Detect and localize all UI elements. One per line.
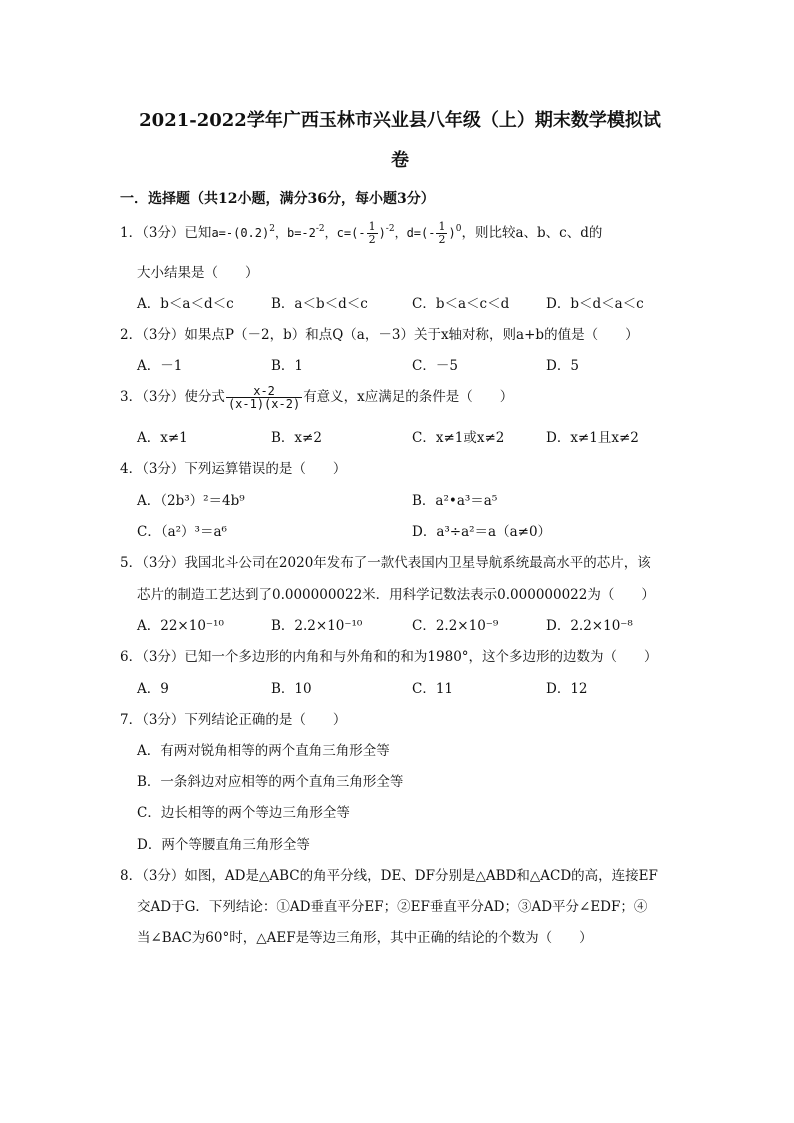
q3-option-d: D．x≠1且x≠2: [546, 430, 639, 446]
question-8-stem-line3: 当∠BAC为60°时，△AEF是等边三角形，其中正确的结论的个数为（ ）: [137, 930, 593, 946]
question-3-stem: [120, 385, 513, 410]
q1-c-fraction: [367, 221, 378, 246]
q3-frac-den: (x-1)(x-2): [227, 397, 301, 411]
q2-option-b: B．1: [271, 358, 304, 374]
q1-d-pre: ，d=(-: [394, 226, 436, 240]
q1-a-expr: a=-(0.2): [211, 226, 270, 240]
q1-option-d: D．b＜d＜a＜c: [546, 296, 644, 312]
q1-c-pre: ，c=(-: [324, 226, 366, 240]
q1-a-exp: 2: [269, 224, 275, 234]
q4-option-c: C．（a²）³＝a⁶: [137, 524, 227, 540]
q3-option-a: A．x≠1: [137, 430, 188, 446]
q4-option-d: D．a³÷a²＝a（a≠0）: [412, 524, 552, 540]
q1-d-den: 2: [438, 233, 446, 246]
q5-option-c: C．2.2×10⁻⁹: [412, 618, 499, 634]
q1-c-post: ): [378, 226, 386, 240]
q7-option-b: B．一条斜边对应相等的两个直角三角形全等: [137, 774, 404, 790]
question-1-stem-line2: 大小结果是（ ）: [137, 265, 259, 281]
question-8-stem: 8．（3分）如图，AD是△ABC的角平分线，DE、DF分别是△ABD和△ACD的高，连接EF: [120, 868, 658, 884]
q1-c-den: 2: [368, 233, 376, 246]
q4-option-b: B．a²•a³＝a⁵: [412, 493, 498, 509]
q1-d-post: ): [448, 226, 456, 240]
page-title-continued: 卷: [391, 150, 409, 171]
q1-d-num: 1: [438, 220, 446, 233]
q6-option-a: A．9: [137, 681, 169, 697]
q1-option-c: C．b＜a＜c＜d: [412, 296, 510, 312]
q3-fraction: [226, 385, 302, 410]
question-2-stem: 2．（3分）如果点P（－2，b）和点Q（a，－3）关于x轴对称，则a+b的值是（ ）: [120, 327, 639, 343]
question-5-stem-line2: 芯片的制造工艺达到了0.000000022米．用科学记数法表示0.000000022为（ ）: [137, 587, 655, 603]
question-6-stem: 6．（3分）已知一个多边形的内角和与外角和的和为1980°，这个多边形的边数为（ ）: [120, 649, 658, 665]
q1-lead: 1．（3分）已知: [120, 225, 212, 241]
q7-option-d: D．两个等腰直角三角形全等: [137, 837, 310, 853]
question-7-stem: 7．（3分）下列结论正确的是（ ）: [120, 712, 347, 728]
q3-lead: 3．（3分）使分式: [120, 389, 225, 405]
q1-d-fraction: [436, 221, 447, 246]
q5-option-a: A．22×10⁻¹⁰: [137, 618, 224, 634]
q3-option-b: B．x≠2: [271, 430, 322, 446]
q1-option-a: A．b＜a＜d＜c: [137, 296, 234, 312]
question-8-stem-line2: 交AD于G．下列结论：①AD垂直平分EF；②EF垂直平分AD；③AD平分∠EDF；④: [137, 899, 648, 915]
q6-option-c: C．11: [412, 681, 454, 697]
q2-option-d: D．5: [546, 358, 579, 374]
q2-option-a: A．－1: [137, 358, 183, 374]
q3-frac-num: x-2: [226, 385, 302, 398]
q7-option-c: C．边长相等的两个等边三角形全等: [137, 805, 350, 821]
q1-tail: ，则比较a、b、c、d的: [461, 225, 603, 241]
q1-c-exp: -2: [385, 224, 395, 234]
q4-option-a: A．（2b³）²＝4b⁹: [137, 493, 245, 509]
page-title: 2021-2022学年广西玉林市兴业县八年级（上）期末数学模拟试: [139, 110, 661, 131]
section-heading: 一．选择题（共12小题，满分36分，每小题3分）: [120, 191, 435, 207]
q1-option-b: B．a＜b＜d＜c: [271, 296, 368, 312]
q6-option-b: B．10: [271, 681, 312, 697]
q7-option-a: A．有两对锐角相等的两个直角三角形全等: [137, 743, 390, 759]
q2-option-c: C．－5: [412, 358, 458, 374]
q3-option-c: C．x≠1或x≠2: [412, 430, 505, 446]
q5-option-d: D．2.2×10⁻⁸: [546, 618, 633, 634]
q1-b-expr: ，b=-2: [274, 226, 316, 240]
question-1-stem: [120, 221, 602, 246]
q1-b-exp: -2: [315, 224, 325, 234]
q1-c-num: 1: [368, 220, 376, 233]
q5-option-b: B．2.2×10⁻¹⁰: [271, 618, 363, 634]
question-4-stem: 4．（3分）下列运算错误的是（ ）: [120, 461, 347, 477]
question-5-stem: 5．（3分）我国北斗公司在2020年发布了一款代表国内卫星导航系统最高水平的芯片，该: [120, 555, 651, 571]
q6-option-d: D．12: [546, 681, 588, 697]
q3-tail: 有意义，x应满足的条件是（ ）: [303, 389, 514, 405]
q1-d-exp: 0: [455, 224, 462, 234]
